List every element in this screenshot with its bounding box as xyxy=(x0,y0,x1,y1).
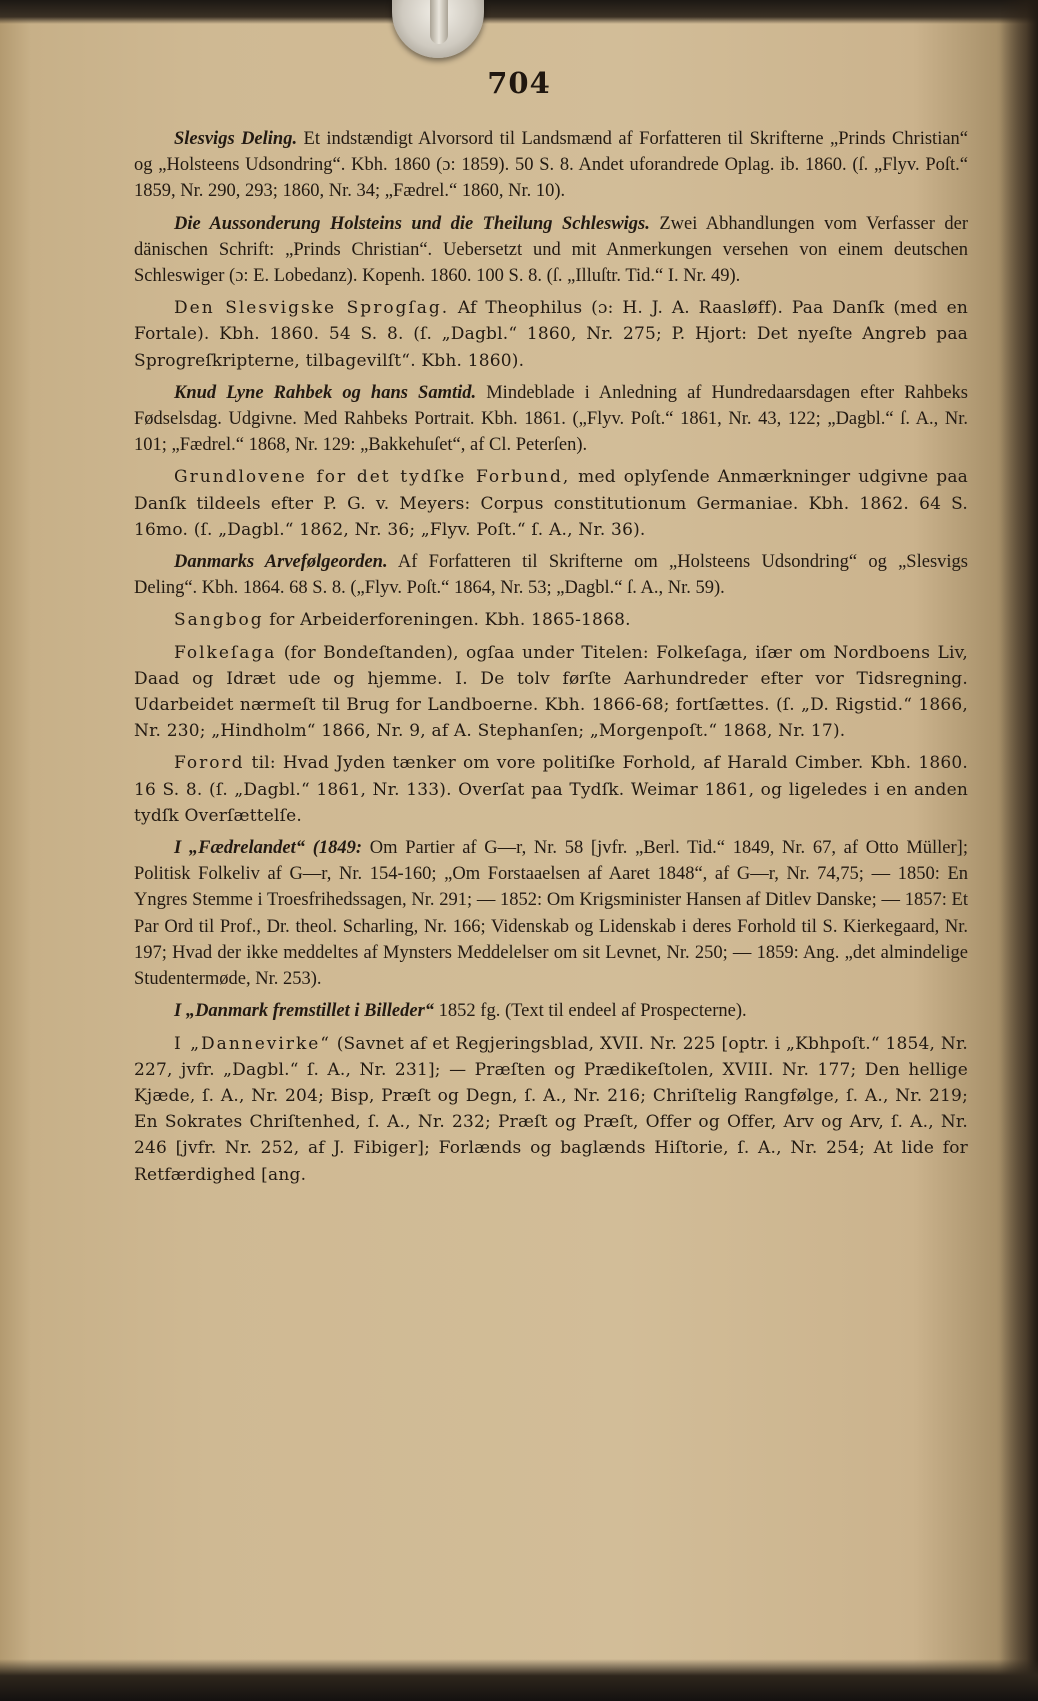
entry-rahbek xyxy=(134,380,968,459)
entry-aussonderung xyxy=(134,211,968,290)
entry-sprogsag xyxy=(134,295,968,374)
bibliography-column xyxy=(134,126,968,1194)
page-right-shadow xyxy=(1000,0,1038,1701)
entry-body: for Arbeiderforeningen. Kbh. 1865-1868. xyxy=(263,610,631,631)
page-clip-highlight xyxy=(430,0,448,44)
entry-folkesaga xyxy=(134,640,968,745)
entry-body: Om Partier af G—r, Nr. 58 [jvfr. „Berl. Tid.“ 1849, Nr. 67, af Otto Müller]; Politisk Folkeliv af G—r, Nr. 154-160; „Om Forstaaelsen af Aaret 1848“, af G—r, Nr. 74,75; — 1850: En Yngres Stemme i Troesfrihedssagen, Nr. 291; — 1852: Om Krigsminister Hansen af Ditlev Danske; — 1857: Et Par Ord til Prof., Dr. theol. Scharling, Nr. 166; Videnskab og Lidenskab i deres Forhold til S. Kierkegaard, Nr. 197; Hvad der ikke meddeltes af Mynsters Meddelelser om sit Levnet, Nr. 250; — 1859: Ang. „det almindelige Studentermøde, Nr. 253). xyxy=(134,838,968,990)
entry-title: Slesvigs Deling. xyxy=(174,129,298,149)
entry-body: (for Bondeſtanden), ogſaa under Titelen: Folkeſaga, iſær om Nordboens Liv, Daad og Idræt ude og hjemme. I. De tolv førſte Aarhundreder efter vor Tidsregning. Udarbeidet nærmeſt til Brug for Landboerne. Kbh. 1866-68; fortſættes. (ſ. „D. Rigstid.“ 1866, Nr. 230; „Hindholm“ 1866, Nr. 9, af A. Stephanſen; „Morgenpoſt.“ 1868, Nr. 17). xyxy=(134,642,968,742)
entry-dannevirke xyxy=(134,1031,968,1188)
entry-title: Den Slesvigske Sprogſag. xyxy=(174,298,450,319)
entry-title: Folkeſaga xyxy=(174,642,277,663)
entry-sangbog xyxy=(134,607,968,633)
entry-title: Sangbog xyxy=(174,610,264,631)
entry-body: til: Hvad Jyden tænker om vore politiſke Forhold, af Harald Cimber. Kbh. 1860. 16 S. 8. (ſ. „Dagbl.“ 1861, Nr. 133). Overſat paa Tydſk. Weimar 1861, og ligeledes i en anden tydſk Overſættelſe. xyxy=(134,753,968,826)
entry-faedrelandet xyxy=(134,835,968,992)
entry-slesvigs-deling xyxy=(134,126,968,205)
scan-top-edge xyxy=(0,0,1038,24)
entry-title: I „Dannevirke“ xyxy=(174,1033,331,1054)
entry-title: Danmarks Arvefølgeorden. xyxy=(174,552,388,573)
entry-title: Die Aussonderung Holsteins und die Theilung Schleswigs. xyxy=(174,213,650,234)
entry-title: Knud Lyne Rahbek og hans Samtid. xyxy=(174,382,477,403)
entry-body: 1852 fg. (Text til endeel af Prospecterne). xyxy=(434,1001,747,1022)
entry-grundlovene xyxy=(134,464,968,543)
page-number: 704 xyxy=(487,66,551,100)
entry-body: med oplyſende Anmærkninger udgivne paa Danſk tildeels efter P. G. v. Meyers: Corpus constitutionum Germaniae. Kbh. 1862. 64 S. 16mo. (ſ. „Dagbl.“ 1862, Nr. 36; „Flyv. Poſt.“ ſ. A., Nr. 36). xyxy=(134,467,969,540)
entry-title: I „Danmark fremstillet i Billeder“ xyxy=(174,1001,435,1022)
entry-body: Af Forfatteren til Skrifterne om „Holsteens Udsondring“ og „Slesvigs Deling“. Kbh. 1864. 68 S. 8. („Flyv. Poſt.“ 1864, Nr. 53; „Dagbl.“ ſ. A., Nr. 59). xyxy=(134,552,968,599)
entry-title: Grundlovene for det tydſke Forbund, xyxy=(174,467,571,488)
entry-title: Forord xyxy=(174,753,245,774)
entry-body: Af Theophilus (ɔ: H. J. A. Raasløff). Paa Danſk (med en Fortale). Kbh. 1860. 54 S. 8. (ſ. „Dagbl.“ 1860, Nr. 275; P. Hjort: Det nyeſte Angreb paa Sprogreſkripterne, tilbagevilſt“. Kbh. 1860). xyxy=(134,298,969,371)
entry-body: Mindeblade i Anledning af Hundredaarsdagen efter Rahbeks Fødselsdag. Udgivne. Med Rahbeks Portrait. Kbh. 1861. („Flyv. Poſt.“ 1861, Nr. 43, 122; „Dagbl.“ ſ. A., Nr. 101; „Fædrel.“ 1868, Nr. 129: „Bakkehuſet“, af Cl. Peterſen). xyxy=(134,382,968,456)
entry-body: (Savnet af et Regjeringsblad, XVII. Nr. 225 [optr. i „Kbhpoſt.“ 1854, Nr. 227, jvfr. „Dagbl.“ ſ. A., Nr. 231]; — Præſten og Prædikeſtolen, XVIII. Nr. 177; Den hellige Kjæde, ſ. A., Nr. 204; Bisp, Præſt og Degn, ſ. A., Nr. 216; Chriſtelig Rangfølge, ſ. A., Nr. 219; En Sokrates Chriſtenhed, ſ. A., Nr. 232; Præſt og Præſt, Offer og Offer, Arv og Arv, ſ. A., Nr. 246 [jvfr. Nr. 252, af J. Fibiger]; Forlænds og baglænds Hiſtorie, ſ. A., Nr. 254; At lide for Retfærdighed [ang. xyxy=(134,1033,969,1185)
entry-danmark-billeder xyxy=(134,998,968,1024)
entry-arvefolgeorden xyxy=(134,549,968,601)
entry-body: Zwei Abhandlungen vom Verfasser der dänischen Schrift: „Prinds Christian“. Uebersetzt und mit Anmerkungen versehen von einem deutschen Schleswiger (ɔ: E. Lobedanz). Kopenh. 1860. 100 S. 8. (ſ. „Illuſtr. Tid.“ I. Nr. 49). xyxy=(134,213,968,287)
entry-body: Et indstændigt Alvorsord til Landsmænd af Forfatteren til Skrifterne „Prinds Christian“ og „Holsteens Udsondring“. Kbh. 1860 (ɔ: 1859). 50 S. 8. Andet uforandrede Oplag. ib. 1860. (ſ. „Flyv. Poſt.“ 1859, Nr. 290, 293; 1860, Nr. 34; „Fædrel.“ 1860, Nr. 10). xyxy=(134,129,969,202)
entry-title: I „Fædrelandet“ (1849: xyxy=(174,838,363,859)
entry-forord xyxy=(134,750,968,829)
scan-bottom-edge xyxy=(0,1659,1038,1701)
